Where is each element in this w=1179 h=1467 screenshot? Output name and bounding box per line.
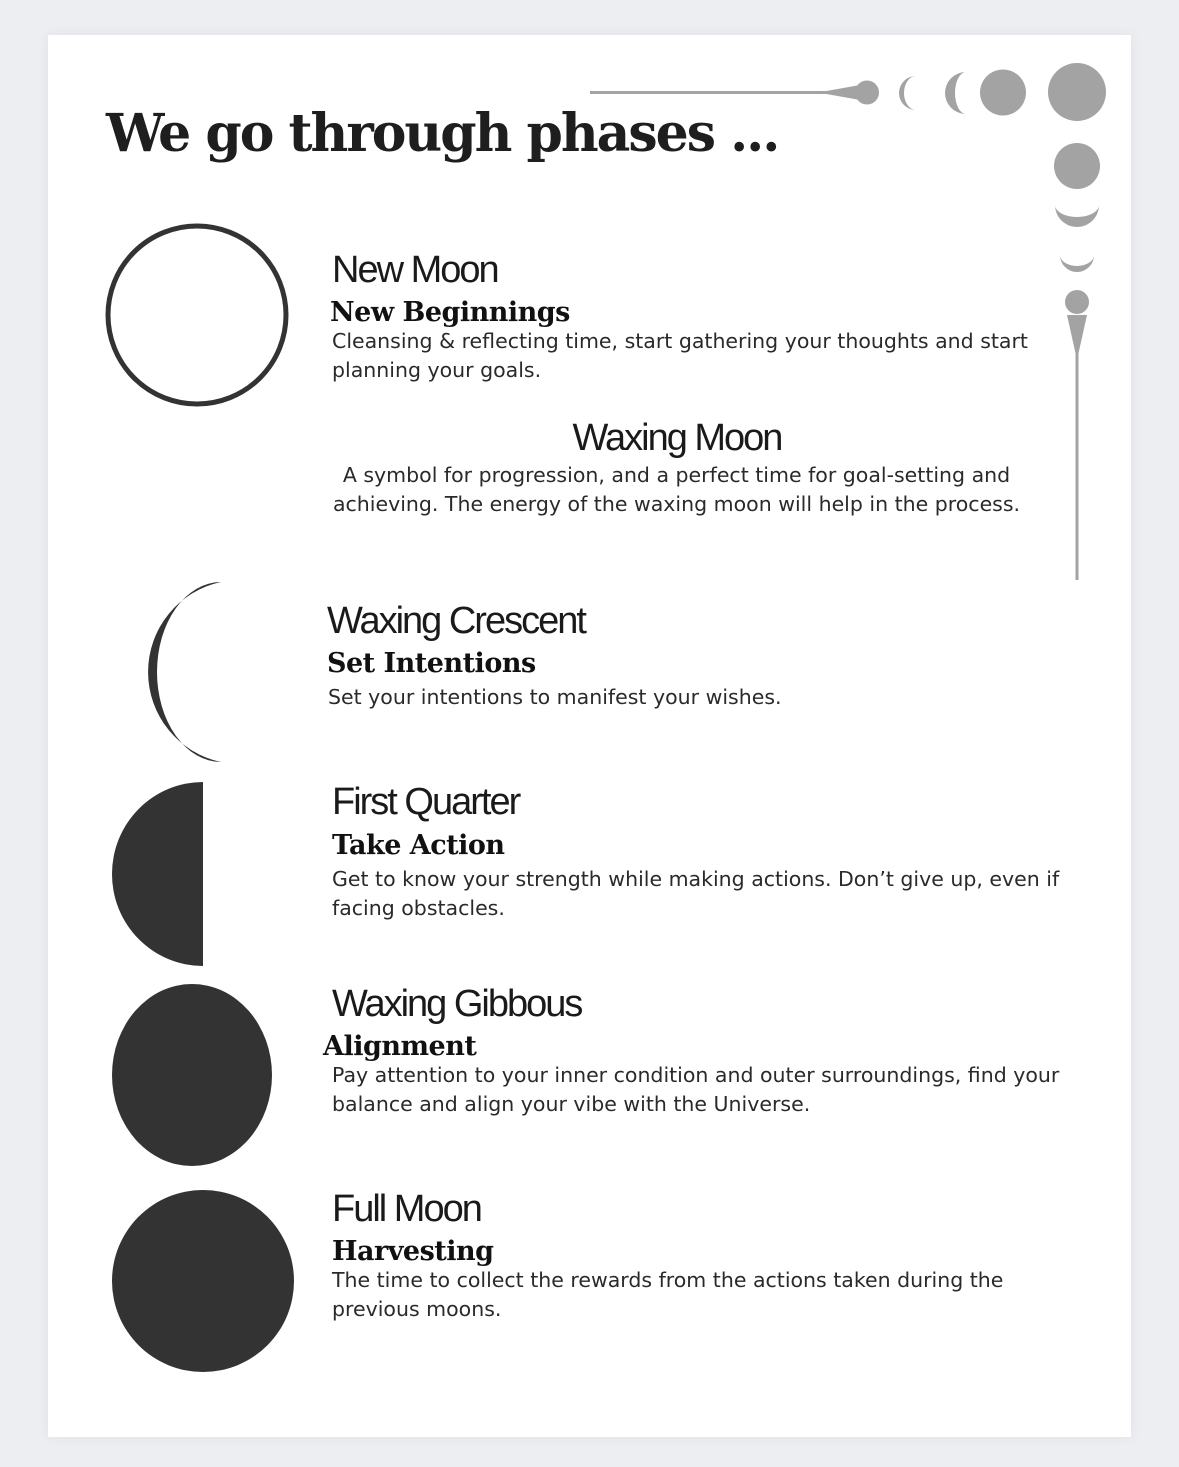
- phase-theme-full-moon: Harvesting: [332, 1236, 494, 1267]
- phase-desc-first-quarter: Get to know your strength while making actions. Don’t give up, even if facing obstacles.: [332, 867, 1060, 920]
- phase-theme-waxing-crescent: Set Intentions: [327, 648, 536, 679]
- phase-theme-new-moon: New Beginnings: [330, 297, 570, 328]
- new-moon-icon: [106, 224, 290, 408]
- document-page: [48, 35, 1131, 1437]
- phase-name-full-moon: Full Moon: [332, 1188, 481, 1230]
- phase-name-new-moon: New Moon: [332, 249, 498, 291]
- phase-name-waxing-crescent: Waxing Crescent: [327, 600, 585, 642]
- phase-theme-first-quarter: Take Action: [332, 830, 505, 861]
- full-moon-icon: [111, 1189, 295, 1373]
- waxing-crescent-icon: [111, 580, 231, 764]
- first-quarter-icon: [111, 782, 206, 966]
- page-title: We go through phases ...: [106, 103, 779, 164]
- phase-name-waxing-moon: Waxing Moon: [572, 417, 782, 459]
- phase-desc-waxing-crescent: Set your intentions to manifest your wishes.: [328, 685, 782, 709]
- phase-theme-waxing-gibbous: Alignment: [323, 1031, 477, 1062]
- phase-name-waxing-gibbous: Waxing Gibbous: [332, 983, 582, 1025]
- phase-desc-full-moon: The time to collect the rewards from the actions taken during the previous moons.: [332, 1268, 1004, 1321]
- phase-desc-waxing-moon: A symbol for progression, and a perfect time for goal-setting and achieving. The energy of the waxing moon will help in the process.: [332, 463, 1021, 516]
- phase-name-first-quarter: First Quarter: [332, 781, 520, 823]
- waxing-gibbous-icon: [111, 983, 273, 1167]
- phase-desc-waxing-gibbous: Pay attention to your inner condition and outer surroundings, find your balance and align your vibe with the Universe.: [332, 1063, 1060, 1116]
- phase-desc-new-moon: Cleansing & reflecting time, start gathering your thoughts and start planning your goals.: [332, 329, 1028, 382]
